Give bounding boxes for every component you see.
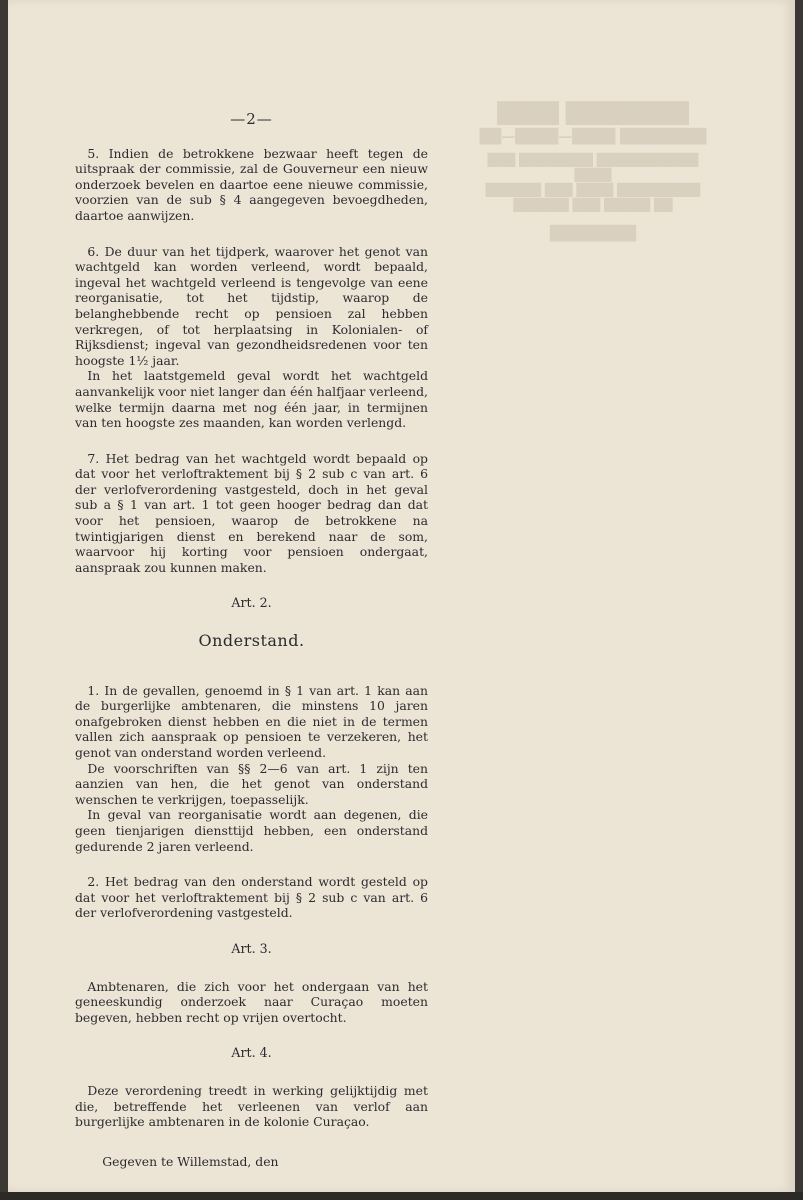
article-3-heading: Art. 3.	[231, 940, 272, 956]
document-body	[75, 112, 428, 1189]
paragraph-art1-5: 5. Indien de betrokkene bezwaar heeft tegen de uitspraak der commissie, zal de Gouverneur een nieuw onderzoek bevelen en daartoe eene nieuwe commissie, voorzien van de sub § 4 aangegeven bevoegdheden, daartoe aanwijzen.	[75, 145, 428, 223]
paragraph-art1-6: 6. De duur van het tijdperk, waarover het genot van wachtgeld kan worden verleend, wordt bepaald, ingeval het wachtgeld verleend is tengevolge van eene reorganisatie, tot het tijdstip, waarop de belanghebbende recht op pensioen zal hebben verkregen, of tot herplaatsing in Kolonialen- of Rijksdienst; ingeval van gezondheidsredenen voor ten hoogste 1½ jaar.	[75, 243, 428, 368]
bleed-through-text: ████████ ████ ████████ ████—████—██ ███████████ ████████ ███ ████ █████████ ████ ███ ██████ ██ █████ ███ ██████ ████████	[479, 101, 707, 242]
section-title-onderstand: Onderstand.	[198, 631, 305, 651]
paragraph-art1-7: 7. Het bedrag van het wachtgeld wordt bepaald op dat voor het verloftraktement bij § 2 sub c van art. 6 der verlofverordening vastgesteld, doch in het geval sub a § 1 van art. 1 tot geen hooger bedrag dan dat voor het pensioen, waarop de betrokkene na twintigjarigen dienst en berekend naar de som, waarvoor hij korting voor pensioen ondergaat, aanspraak zou kunnen maken.	[75, 450, 428, 575]
paragraph-art1-6b: In het laatstgemeld geval wordt het wachtgeld aanvankelijk voor niet langer dan één halfjaar verleend, welke termijn daarna met nog één jaar, in termijnen van ten hoogste zes maanden, kan worden verlengd.	[75, 368, 428, 431]
closing-line: Gegeven te Willemstad, den	[102, 1153, 279, 1169]
paragraph-art2-1b: De voorschriften van §§ 2—6 van art. 1 zijn ten aanzien van hen, die het genot van onderstand wenschen te verkrijgen, toepasselijk.	[75, 760, 428, 807]
page-number: —2—	[230, 110, 273, 128]
paragraph-art3: Ambtenaren, die zich voor het ondergaan van het geneeskundig onderzoek naar Curaçao moeten begeven, hebben recht op vrijen overtocht.	[75, 978, 428, 1025]
scan-left-edge	[0, 0, 8, 1200]
paragraph-art2-1: 1. In de gevallen, genoemd in § 1 van art. 1 kan aan de burgerlijke ambtenaren, die minstens 10 jaren onafgebroken dienst hebben en die niet in de termen vallen zich aanspraak op pensioen te verzekeren, het genot van onderstand worden verleend.	[75, 682, 428, 760]
scan-bottom-edge	[0, 1192, 803, 1200]
paragraph-art2-2: 2. Het bedrag van den onderstand wordt gesteld op dat voor het verloftraktement bij § 2 sub c van art. 6 der verlofverordening vastgesteld.	[75, 874, 428, 921]
article-4-heading: Art. 4.	[231, 1045, 272, 1061]
article-2-heading: Art. 2.	[231, 595, 272, 611]
paragraph-art2-1c: In geval van reorganisatie wordt aan degenen, die geen tienjarigen diensttijd hebben, een onderstand gedurende 2 jaren verleend.	[75, 807, 428, 854]
scan-right-edge	[795, 0, 803, 1192]
paragraph-art4: Deze verordening treedt in werking gelijktijdig met die, betreffende het verleenen van verlof aan burgerlijke ambtenaren in de kolonie Curaçao.	[75, 1082, 428, 1130]
